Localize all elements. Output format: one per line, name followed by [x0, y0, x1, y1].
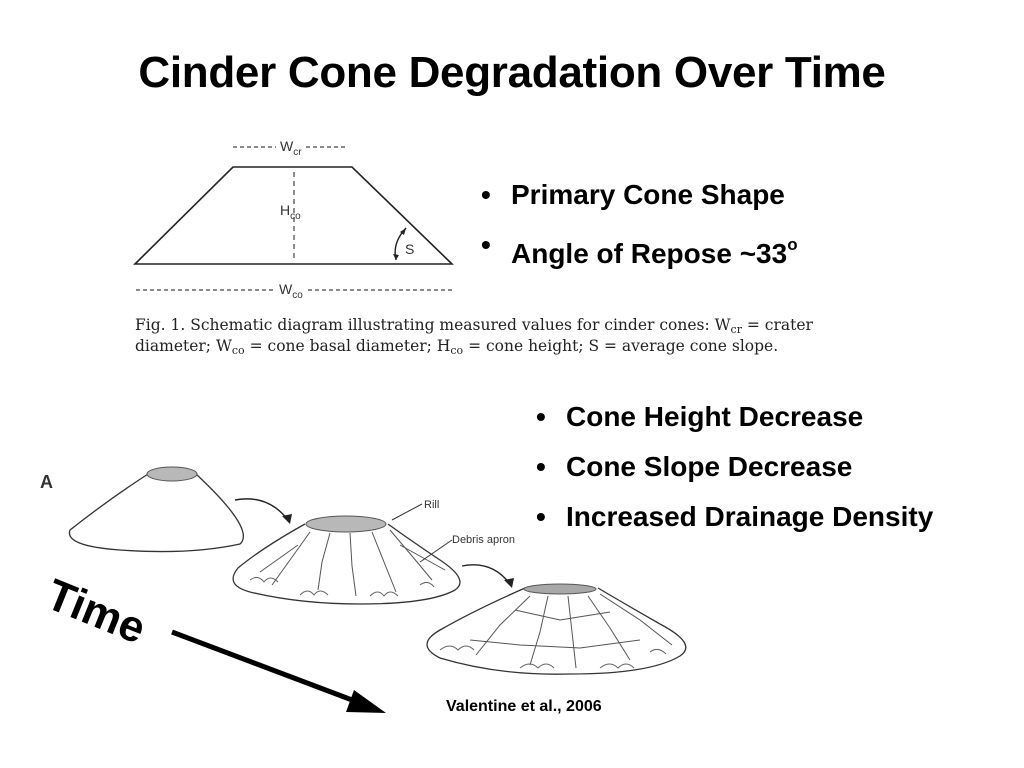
panel-a-label: A [40, 472, 53, 492]
debris-apron-label: Debris apron [452, 534, 515, 546]
rill-leader-line [392, 504, 422, 520]
wcr-label: $W_{cr}$ [280, 138, 302, 158]
wco-label: $W_{co}$ [279, 281, 303, 301]
figure-caption-line1: Fig. 1. Schematic diagram illustrating measured values for cinder cones: Wcr = crater [135, 316, 813, 336]
cone-schematic-diagram [135, 138, 814, 357]
slide-title: Cinder Cone Degradation Over Time [138, 48, 886, 97]
time-arrow-shaft [172, 632, 368, 706]
bullet-height-decrease: • Cone Height Decrease [532, 392, 933, 442]
bullet-angle-of-repose: • Angle of Repose ~33$^o$ [477, 220, 798, 279]
bullet-primary-cone-shape: • Primary Cone Shape [477, 170, 798, 220]
slope-arrowhead-bottom [393, 254, 399, 260]
degradation-sequence-figure [40, 467, 686, 713]
hco-label: $H_{co}$ [280, 202, 301, 222]
arrow-stage-2-to-3 [462, 565, 510, 584]
fresh-cone [69, 467, 243, 552]
figure-caption-line2: diameter; Wco = cone basal diameter; Hco = cone height; S = average cone slope. [135, 337, 779, 357]
arrow-stage-1-to-2 [235, 499, 288, 520]
time-arrow-head [346, 690, 386, 713]
citation: Valentine et al., 2006 [446, 698, 602, 715]
rilled-cone [233, 516, 460, 604]
rill-label: Rill [424, 499, 440, 511]
degraded-cone [427, 584, 686, 674]
degree-superscript: o [787, 235, 798, 254]
bullet-slope-decrease: • Cone Slope Decrease [532, 442, 933, 492]
bullet-drainage-density: • Increased Drainage Density [532, 492, 933, 542]
slope-s-label: S [405, 241, 415, 257]
time-label: Time [39, 570, 153, 654]
